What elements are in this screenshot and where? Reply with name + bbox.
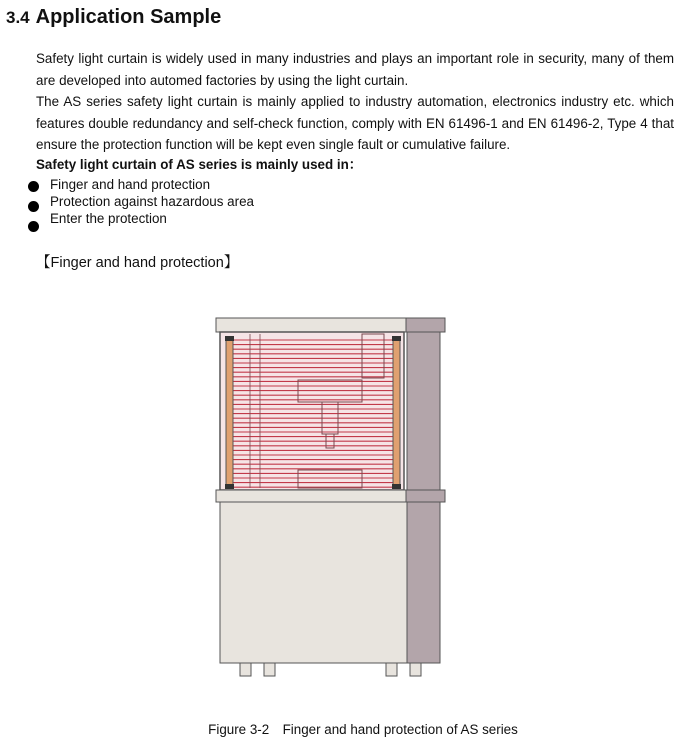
foot xyxy=(264,663,275,676)
foot xyxy=(386,663,397,676)
subsection-label: 【Finger and hand protection】 xyxy=(36,255,239,271)
emitter-bar xyxy=(226,338,233,486)
bullet-icon xyxy=(28,221,39,232)
list-item xyxy=(0,176,254,193)
cabinet-base xyxy=(220,502,407,663)
figure-caption: Figure 3-2 Finger and hand protection of AS series xyxy=(208,722,518,737)
figure-illustration xyxy=(200,308,460,685)
light-beams xyxy=(220,332,404,490)
list-item xyxy=(0,193,254,210)
side-panel-mid xyxy=(403,490,445,502)
machine-illustration xyxy=(200,308,460,680)
foot xyxy=(240,663,251,676)
list-item xyxy=(0,210,254,227)
list-item-text: Finger and hand protection xyxy=(50,177,211,192)
uses-heading: Safety light curtain of AS series is mainly used in： xyxy=(36,157,363,172)
window-background xyxy=(220,332,404,490)
section-number: 3.4 xyxy=(6,8,30,27)
section-heading xyxy=(6,4,221,31)
list-item-text: Protection against hazardous area xyxy=(50,194,254,209)
side-panel-top xyxy=(403,318,445,332)
receiver-bar xyxy=(393,338,400,486)
foot xyxy=(410,663,421,676)
cabinet-top-cap xyxy=(216,318,406,332)
as-series-paragraph: The AS series safety light curtain is mainly applied to industry automation, electronics industry etc. which features double redundancy and self-check function, comply with EN 61496-1 and EN 61496-2, Type 4 that ensure the protection function will be kept even single fault or cumulative failure. xyxy=(36,94,674,152)
intro-paragraph: Safety light curtain is widely used in many industries and plays an important role in security, many of them are developed into automed factories by using the light curtain. xyxy=(36,51,674,88)
list-item-text: Enter the protection xyxy=(50,211,167,226)
uses-list xyxy=(0,176,254,227)
section-title: Application Sample xyxy=(35,6,222,28)
bullet-icon xyxy=(28,181,39,192)
cabinet-middle-cap xyxy=(216,490,406,502)
